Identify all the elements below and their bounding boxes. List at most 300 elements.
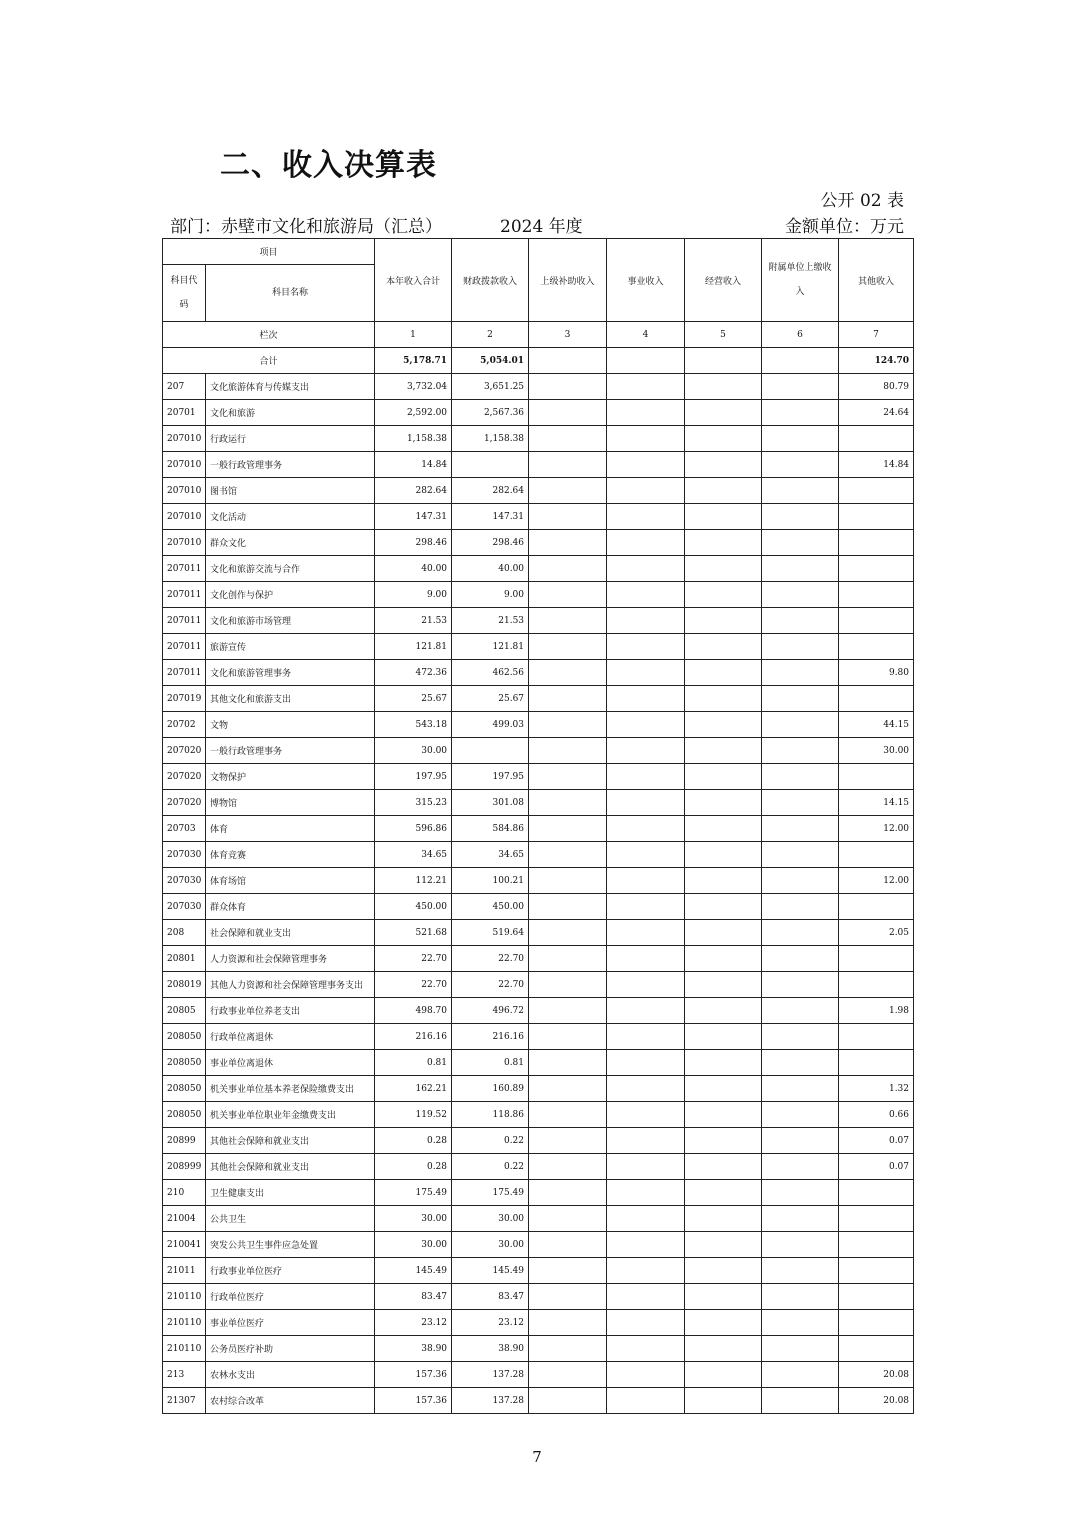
amount-cell <box>762 1362 839 1388</box>
amount-cell <box>685 1232 762 1258</box>
amount-cell <box>685 920 762 946</box>
subject-code: 207011 <box>163 660 206 686</box>
total-cell: 124.70 <box>839 348 914 374</box>
total-label: 合计 <box>163 348 375 374</box>
amount-cell: 472.36 <box>375 660 452 686</box>
header-col-2: 财政拨款收入 <box>452 239 529 322</box>
amount-cell: 521.68 <box>375 920 452 946</box>
amount-cell: 23.12 <box>452 1310 529 1336</box>
amount-cell <box>685 868 762 894</box>
amount-cell: 83.47 <box>375 1284 452 1310</box>
amount-cell: 145.49 <box>452 1258 529 1284</box>
amount-cell <box>839 608 914 634</box>
subject-code: 210110 <box>163 1336 206 1362</box>
amount-cell: 21.53 <box>452 608 529 634</box>
amount-cell <box>685 374 762 400</box>
amount-cell: 20.08 <box>839 1388 914 1414</box>
amount-cell <box>839 946 914 972</box>
amount-cell <box>762 764 839 790</box>
subject-code: 208050 <box>163 1076 206 1102</box>
amount-cell <box>762 842 839 868</box>
subject-name: 群众体育 <box>206 894 375 920</box>
amount-cell <box>685 1336 762 1362</box>
amount-cell: 162.21 <box>375 1076 452 1102</box>
amount-cell <box>839 1180 914 1206</box>
subject-code: 207 <box>163 374 206 400</box>
amount-cell <box>762 686 839 712</box>
amount-cell <box>685 686 762 712</box>
amount-cell: 34.65 <box>375 842 452 868</box>
table-row <box>163 582 914 608</box>
table-row <box>163 660 914 686</box>
amount-cell <box>607 374 685 400</box>
amount-cell <box>607 400 685 426</box>
amount-cell: 450.00 <box>375 894 452 920</box>
amount-cell: 298.46 <box>375 530 452 556</box>
header-col-6: 附属单位上缴收入 <box>762 239 839 322</box>
amount-cell: 0.28 <box>375 1128 452 1154</box>
subject-name: 机关事业单位基本养老保险缴费支出 <box>206 1076 375 1102</box>
subject-code: 207011 <box>163 556 206 582</box>
amount-cell <box>607 998 685 1024</box>
amount-cell <box>762 946 839 972</box>
amount-cell <box>685 452 762 478</box>
department-label: 部门：赤壁市文化和旅游局（汇总） <box>170 217 442 237</box>
subject-name: 其他文化和旅游支出 <box>206 686 375 712</box>
amount-cell <box>529 1102 607 1128</box>
subject-name: 文化创作与保护 <box>206 582 375 608</box>
amount-cell: 30.00 <box>452 1206 529 1232</box>
amount-cell <box>529 1050 607 1076</box>
table-row <box>163 1388 914 1414</box>
amount-cell <box>529 686 607 712</box>
amount-cell: 157.36 <box>375 1388 452 1414</box>
amount-cell <box>839 686 914 712</box>
amount-cell <box>762 1102 839 1128</box>
table-row <box>163 1154 914 1180</box>
amount-cell <box>762 1128 839 1154</box>
amount-cell: 22.70 <box>375 946 452 972</box>
amount-cell: 30.00 <box>375 1232 452 1258</box>
amount-cell <box>607 1362 685 1388</box>
subject-code: 207019 <box>163 686 206 712</box>
amount-cell <box>839 504 914 530</box>
amount-cell: 496.72 <box>452 998 529 1024</box>
amount-cell: 40.00 <box>452 556 529 582</box>
table-row <box>163 374 914 400</box>
amount-cell <box>762 452 839 478</box>
amount-cell: 498.70 <box>375 998 452 1024</box>
table-row <box>163 920 914 946</box>
amount-cell <box>762 1024 839 1050</box>
amount-cell <box>529 1336 607 1362</box>
amount-cell <box>529 1232 607 1258</box>
table-row <box>163 608 914 634</box>
amount-cell <box>685 946 762 972</box>
amount-cell <box>685 608 762 634</box>
amount-cell <box>607 1102 685 1128</box>
subject-name: 图书馆 <box>206 478 375 504</box>
amount-cell <box>685 816 762 842</box>
table-row <box>163 1128 914 1154</box>
amount-cell: 137.28 <box>452 1388 529 1414</box>
amount-cell: 145.49 <box>375 1258 452 1284</box>
amount-cell: 14.84 <box>839 452 914 478</box>
amount-cell <box>762 1232 839 1258</box>
page-number: 7 <box>532 1448 542 1466</box>
subject-name: 其他人力资源和社会保障管理事务支出 <box>206 972 375 998</box>
amount-cell: 14.84 <box>375 452 452 478</box>
amount-cell <box>685 1362 762 1388</box>
subject-name: 机关事业单位职业年金缴费支出 <box>206 1102 375 1128</box>
amount-cell <box>839 530 914 556</box>
header-col-4: 事业收入 <box>607 239 685 322</box>
amount-cell <box>839 1206 914 1232</box>
amount-cell <box>839 1024 914 1050</box>
amount-cell <box>607 1336 685 1362</box>
amount-cell <box>685 1388 762 1414</box>
amount-cell: 0.07 <box>839 1154 914 1180</box>
amount-cell <box>529 452 607 478</box>
amount-cell <box>839 582 914 608</box>
amount-cell: 25.67 <box>375 686 452 712</box>
table-row <box>163 842 914 868</box>
amount-cell <box>607 1388 685 1414</box>
amount-cell: 9.00 <box>452 582 529 608</box>
amount-cell <box>607 1284 685 1310</box>
amount-cell <box>762 1336 839 1362</box>
subject-name: 博物馆 <box>206 790 375 816</box>
table-row <box>163 790 914 816</box>
amount-cell <box>762 504 839 530</box>
amount-cell <box>529 1154 607 1180</box>
amount-cell: 1.98 <box>839 998 914 1024</box>
amount-cell: 519.64 <box>452 920 529 946</box>
amount-cell <box>839 556 914 582</box>
amount-cell <box>762 1284 839 1310</box>
amount-cell <box>839 1284 914 1310</box>
amount-cell: 112.21 <box>375 868 452 894</box>
amount-cell <box>607 738 685 764</box>
subject-name: 行政运行 <box>206 426 375 452</box>
amount-cell <box>685 634 762 660</box>
subject-name: 文物保护 <box>206 764 375 790</box>
table-row <box>163 686 914 712</box>
table-row <box>163 946 914 972</box>
amount-cell <box>607 582 685 608</box>
table-row <box>163 972 914 998</box>
amount-cell <box>607 712 685 738</box>
amount-cell: 584.86 <box>452 816 529 842</box>
table-row <box>163 478 914 504</box>
amount-cell <box>529 764 607 790</box>
amount-cell <box>685 738 762 764</box>
amount-cell <box>685 1154 762 1180</box>
amount-cell <box>762 998 839 1024</box>
table-row <box>163 452 914 478</box>
header-col-7: 其他收入 <box>839 239 914 322</box>
subject-code: 20701 <box>163 400 206 426</box>
amount-cell <box>685 426 762 452</box>
subject-name: 文化和旅游市场管理 <box>206 608 375 634</box>
amount-cell: 22.70 <box>375 972 452 998</box>
amount-cell <box>685 790 762 816</box>
amount-cell <box>529 582 607 608</box>
amount-cell <box>529 894 607 920</box>
amount-cell <box>762 634 839 660</box>
subject-code: 21307 <box>163 1388 206 1414</box>
subject-code: 208019 <box>163 972 206 998</box>
amount-cell <box>607 972 685 998</box>
total-cell: 5,054.01 <box>452 348 529 374</box>
table-row <box>163 1024 914 1050</box>
amount-cell: 14.15 <box>839 790 914 816</box>
table-row <box>163 712 914 738</box>
total-cell <box>762 348 839 374</box>
amount-cell <box>685 1180 762 1206</box>
subject-code: 207010 <box>163 530 206 556</box>
amount-cell <box>529 868 607 894</box>
amount-cell: 25.67 <box>452 686 529 712</box>
header-col-5: 经营收入 <box>685 239 762 322</box>
table-row <box>163 504 914 530</box>
amount-cell: 24.64 <box>839 400 914 426</box>
subject-code: 207020 <box>163 738 206 764</box>
amount-cell <box>607 1050 685 1076</box>
subject-code: 207030 <box>163 894 206 920</box>
subject-code: 208050 <box>163 1050 206 1076</box>
amount-cell <box>762 894 839 920</box>
amount-cell: 9.80 <box>839 660 914 686</box>
table-row <box>163 1102 914 1128</box>
amount-cell <box>607 634 685 660</box>
amount-cell: 30.00 <box>839 738 914 764</box>
amount-cell: 0.81 <box>452 1050 529 1076</box>
amount-cell <box>762 712 839 738</box>
amount-cell <box>529 1310 607 1336</box>
table-row <box>163 894 914 920</box>
table-row <box>163 426 914 452</box>
subject-name: 事业单位离退休 <box>206 1050 375 1076</box>
amount-cell <box>685 842 762 868</box>
table-row <box>163 530 914 556</box>
subject-name: 公务员医疗补助 <box>206 1336 375 1362</box>
amount-cell: 38.90 <box>375 1336 452 1362</box>
amount-cell: 118.86 <box>452 1102 529 1128</box>
amount-cell: 1,158.38 <box>452 426 529 452</box>
subject-code: 208999 <box>163 1154 206 1180</box>
subject-name: 行政单位离退休 <box>206 1024 375 1050</box>
table-row <box>163 816 914 842</box>
amount-cell <box>529 1284 607 1310</box>
subject-name: 行政单位医疗 <box>206 1284 375 1310</box>
amount-cell <box>607 946 685 972</box>
amount-cell <box>839 972 914 998</box>
amount-cell <box>839 1336 914 1362</box>
amount-cell: 30.00 <box>452 1232 529 1258</box>
amount-cell <box>762 920 839 946</box>
amount-cell <box>607 452 685 478</box>
amount-cell: 83.47 <box>452 1284 529 1310</box>
amount-cell <box>607 1258 685 1284</box>
subject-name: 群众文化 <box>206 530 375 556</box>
total-cell <box>529 348 607 374</box>
amount-cell: 543.18 <box>375 712 452 738</box>
amount-cell <box>529 504 607 530</box>
amount-cell: 12.00 <box>839 816 914 842</box>
amount-cell <box>839 894 914 920</box>
table-row <box>163 1362 914 1388</box>
amount-cell: 21.53 <box>375 608 452 634</box>
subject-name: 体育 <box>206 816 375 842</box>
amount-cell <box>762 374 839 400</box>
subject-code: 207010 <box>163 478 206 504</box>
amount-cell <box>607 1128 685 1154</box>
col-number-6: 6 <box>762 322 839 348</box>
amount-cell: 80.79 <box>839 374 914 400</box>
amount-cell <box>529 1362 607 1388</box>
amount-cell: 2,592.00 <box>375 400 452 426</box>
subject-name: 农村综合改革 <box>206 1388 375 1414</box>
amount-cell <box>762 868 839 894</box>
amount-cell <box>607 608 685 634</box>
amount-cell: 216.16 <box>452 1024 529 1050</box>
col-number-2: 2 <box>452 322 529 348</box>
amount-cell <box>839 1258 914 1284</box>
amount-cell: 596.86 <box>375 816 452 842</box>
amount-cell: 3,732.04 <box>375 374 452 400</box>
amount-cell <box>529 1180 607 1206</box>
table-row <box>163 1284 914 1310</box>
amount-cell: 0.81 <box>375 1050 452 1076</box>
table-row <box>163 1180 914 1206</box>
amount-cell <box>685 556 762 582</box>
amount-cell <box>607 894 685 920</box>
amount-cell: 3,651.25 <box>452 374 529 400</box>
table-row <box>163 1050 914 1076</box>
amount-cell <box>607 426 685 452</box>
table-row <box>163 1076 914 1102</box>
amount-cell <box>762 530 839 556</box>
amount-cell: 450.00 <box>452 894 529 920</box>
amount-cell <box>529 556 607 582</box>
amount-cell: 298.46 <box>452 530 529 556</box>
table-row <box>163 998 914 1024</box>
amount-cell: 0.22 <box>452 1128 529 1154</box>
subject-code: 207010 <box>163 426 206 452</box>
amount-cell <box>607 764 685 790</box>
amount-cell <box>452 452 529 478</box>
subject-code: 207030 <box>163 842 206 868</box>
amount-cell <box>839 1050 914 1076</box>
subject-name: 卫生健康支出 <box>206 1180 375 1206</box>
amount-cell: 137.28 <box>452 1362 529 1388</box>
amount-cell <box>529 426 607 452</box>
subject-name: 一般行政管理事务 <box>206 452 375 478</box>
amount-cell: 23.12 <box>375 1310 452 1336</box>
header-name: 科目名称 <box>206 265 375 322</box>
amount-cell <box>685 764 762 790</box>
amount-cell: 30.00 <box>375 1206 452 1232</box>
amount-cell <box>685 530 762 556</box>
amount-cell: 121.81 <box>452 634 529 660</box>
col-number-7: 7 <box>839 322 914 348</box>
amount-cell <box>529 478 607 504</box>
amount-cell <box>529 634 607 660</box>
amount-cell <box>607 1232 685 1258</box>
amount-cell: 40.00 <box>375 556 452 582</box>
subject-name: 文化和旅游交流与合作 <box>206 556 375 582</box>
amount-cell <box>529 712 607 738</box>
subject-name: 一般行政管理事务 <box>206 738 375 764</box>
amount-cell <box>685 972 762 998</box>
amount-cell: 282.64 <box>375 478 452 504</box>
amount-cell <box>685 1310 762 1336</box>
amount-cell: 147.31 <box>375 504 452 530</box>
subject-name: 其他社会保障和就业支出 <box>206 1154 375 1180</box>
amount-cell <box>607 478 685 504</box>
subject-name: 突发公共卫生事件应急处置 <box>206 1232 375 1258</box>
amount-cell: 0.28 <box>375 1154 452 1180</box>
subject-code: 21004 <box>163 1206 206 1232</box>
amount-cell <box>607 1206 685 1232</box>
amount-cell <box>839 1232 914 1258</box>
amount-cell: 12.00 <box>839 868 914 894</box>
subject-name: 农林水支出 <box>206 1362 375 1388</box>
amount-cell: 282.64 <box>452 478 529 504</box>
subject-code: 20801 <box>163 946 206 972</box>
amount-cell <box>529 738 607 764</box>
amount-cell <box>685 582 762 608</box>
amount-cell <box>685 1102 762 1128</box>
amount-cell <box>607 1180 685 1206</box>
table-row <box>163 764 914 790</box>
amount-cell: 160.89 <box>452 1076 529 1102</box>
subject-name: 文化活动 <box>206 504 375 530</box>
subject-code: 208050 <box>163 1024 206 1050</box>
col-number-3: 3 <box>529 322 607 348</box>
amount-cell <box>762 400 839 426</box>
subject-name: 体育场馆 <box>206 868 375 894</box>
column-index-row <box>163 322 914 348</box>
amount-cell <box>685 400 762 426</box>
total-row <box>163 348 914 374</box>
table-row <box>163 868 914 894</box>
amount-cell <box>607 842 685 868</box>
subject-name: 人力资源和社会保障管理事务 <box>206 946 375 972</box>
amount-cell: 197.95 <box>452 764 529 790</box>
amount-cell <box>607 790 685 816</box>
subject-code: 208 <box>163 920 206 946</box>
amount-cell <box>762 1310 839 1336</box>
amount-cell <box>839 478 914 504</box>
amount-cell <box>529 1206 607 1232</box>
subject-code: 207011 <box>163 582 206 608</box>
amount-cell <box>839 1310 914 1336</box>
total-cell <box>607 348 685 374</box>
amount-cell <box>685 712 762 738</box>
amount-cell <box>685 894 762 920</box>
amount-cell <box>607 1024 685 1050</box>
row-index-label: 栏次 <box>163 322 375 348</box>
amount-cell <box>685 1206 762 1232</box>
amount-cell: 0.66 <box>839 1102 914 1128</box>
subject-code: 21011 <box>163 1258 206 1284</box>
amount-cell <box>452 738 529 764</box>
amount-cell <box>762 972 839 998</box>
total-cell <box>685 348 762 374</box>
table-row <box>163 1310 914 1336</box>
